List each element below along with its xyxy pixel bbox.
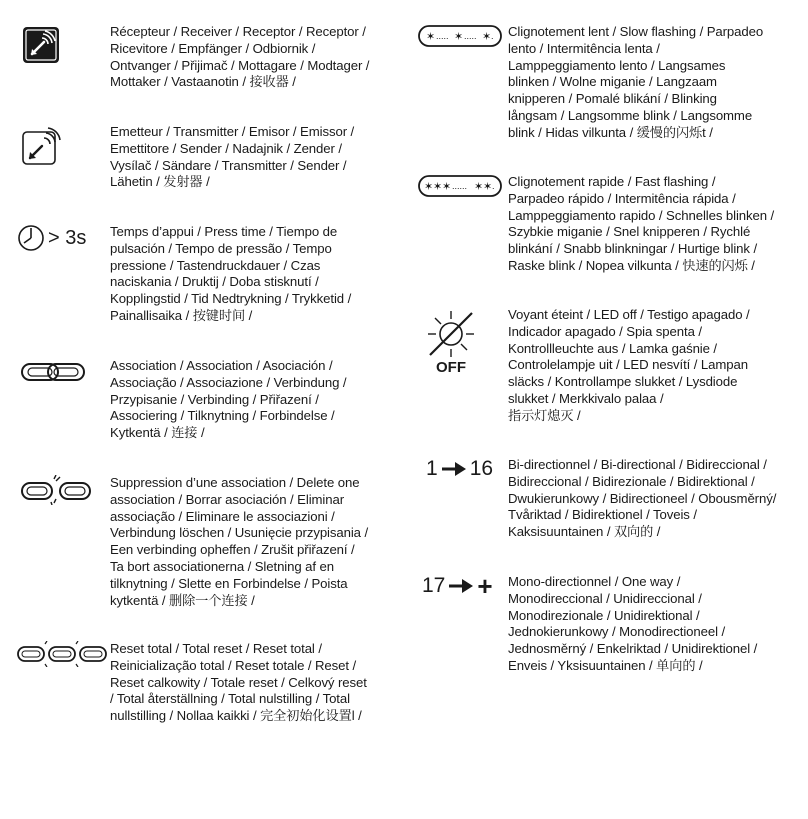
entry-press-time: [16, 224, 392, 325]
association-text: Association / Association / Asociación / Associação / Associazione / Verbindung / Przypisanie / Verbinding / Přiřazení / Associering / Tilknytning / Forbindelse / Kytkentä / 连接 /: [110, 358, 347, 441]
one-way-from: 17: [422, 574, 446, 597]
entry-fast-flashing: [418, 174, 800, 275]
delete-association-icon: [20, 475, 110, 505]
svg-text:✶: ✶: [483, 181, 493, 193]
svg-text:.: .: [491, 31, 494, 41]
svg-text:✶: ✶: [426, 31, 436, 43]
entry-one-way: [422, 571, 800, 675]
entry-led-off: [424, 307, 800, 425]
bidirectional-to: 16: [469, 457, 494, 480]
transmitter-icon: [20, 124, 110, 168]
bidirectional-icon: [426, 457, 508, 481]
press-time-text: Temps d’appui / Press time / Tiempo de pulsación / Tempo de pressão / Tempo pressione / Tastendruckdauer / Czas naciskania / Druktij / Doba stisknutí / Kopplingstid / Tid Nedtrykning / Trykketid / Painallisaika / 按键时间 /: [110, 224, 352, 323]
association-icon: [20, 358, 110, 386]
entry-bidirectional: [426, 457, 800, 541]
fast-flashing-icon: [418, 174, 508, 198]
bidirectional-from: 1: [426, 457, 438, 480]
svg-text:✶: ✶: [433, 181, 443, 193]
svg-text:.....: .....: [464, 31, 477, 41]
svg-text:......: ......: [452, 181, 468, 191]
press-time-icon: [16, 223, 110, 253]
delete-association-text: Suppression d’une association / Delete one association / Borrar asociación / Eliminar associação / Eliminare le associazioni / Verbindung löschen / Usunięcie przypisania / Een verbinding opheffen / Zrušit přiřazení / Ta bort associationerna / Sletning af en tilknytning / Slette en Forbindelse / Poista kytkentä / 删除一个连接 /: [110, 475, 369, 608]
entry-slow-flashing: [418, 24, 800, 142]
svg-text:✶: ✶: [474, 181, 484, 193]
slow-flashing-text: Clignotement lent / Slow flashing / Parpadeo lento / Intermitência lenta / Lamppeggiamento lento / Langsames blinken / Wolne miganie / Langzaam knipperen / Pomalé blikání / Blinking långsam / Langsomme blink / Langsomme blink / Hidas vilkunta / 缓慢的闪烁t /: [508, 24, 764, 140]
press-time-label: > 3s: [48, 226, 87, 249]
svg-text:.....: .....: [436, 31, 449, 41]
receiver-text: Récepteur / Receiver / Receptor / Receptor / Ricevitore / Empfänger / Odbiornik / Ontvanger / Přijimač / Mottagare / Modtager / Mottaker / Vastaanotin / 接收器 /: [110, 24, 370, 90]
entry-transmitter: [20, 124, 392, 191]
receiver-icon: [20, 24, 110, 68]
entry-delete-association: [20, 475, 392, 609]
one-way-to: +: [477, 571, 493, 601]
svg-text:✶: ✶: [454, 31, 464, 43]
led-off-icon: [424, 307, 508, 376]
fast-flashing-text: Clignotement rapide / Fast flashing / Parpadeo rápido / Intermitência rápida / Lamppeggiamento rapido / Schnelles blinken / Szybkie miganie / Snel knipperen / Rychlé blinkání / Snabb blinkningar / Hurtige blink / Raske blink / Nopea vilkunta / 快速的闪烁 /: [508, 174, 775, 273]
reset-total-text: Reset total / Total reset / Reset total / Reinicialização total / Reset totale / Reset / Reset calkowity / Totale reset / Celkový reset / Total återställning / Total nulstilling / Total nullstilling / Nollaa kaikki / 完全初始化设置l /: [110, 641, 367, 724]
entry-association: [20, 358, 392, 442]
svg-text:✶: ✶: [442, 181, 452, 193]
led-off-text: Voyant éteint / LED off / Testigo apagado / Indicador apagado / Spia spenta / Kontrollleuchte aus / Lamka gaśnie / Controlelampje uit / LED nesvítí / Lampan släcks / Kontrollampe slukket / Lysdiode slukket / Merkkivalo palaa / 指示灯熄灭 /: [508, 307, 750, 423]
one-way-text: Mono-directionnel / One way / Monodireccional / Unidireccional / Monodirezionale / Unidirektional / Jednokierunkowy / Monodirectioneel / Jednosměrný / Enkelriktad / Unidirektionel / Enveis / Yksisuuntainen / 单向的 /: [508, 574, 758, 673]
slow-flashing-icon: [418, 24, 508, 48]
reset-total-icon: [16, 641, 110, 667]
svg-text:.: .: [492, 181, 495, 191]
svg-text:✶: ✶: [424, 181, 434, 193]
one-way-icon: [422, 571, 508, 601]
entry-reset-total: [16, 641, 392, 725]
bidirectional-text: Bi-directionnel / Bi-directional / Bidireccional / Bidireccional / Bidirezionale / Bidirektional / Dwukierunkowy / Bidirectioneel / Obousměrný/ Tvåriktad / Bidirektionel / Toveis / Kaksisuuntainen / 双向的 /: [508, 457, 777, 540]
entry-receiver: [20, 24, 392, 91]
transmitter-text: Emetteur / Transmitter / Emisor / Emissor / Emettitore / Sender / Nadajnik / Zender / Vysílač / Sändare / Transmitter / Sender / Lähetin / 发射器 /: [110, 124, 355, 190]
led-off-label: OFF: [436, 359, 466, 376]
svg-text:✶: ✶: [482, 31, 492, 43]
